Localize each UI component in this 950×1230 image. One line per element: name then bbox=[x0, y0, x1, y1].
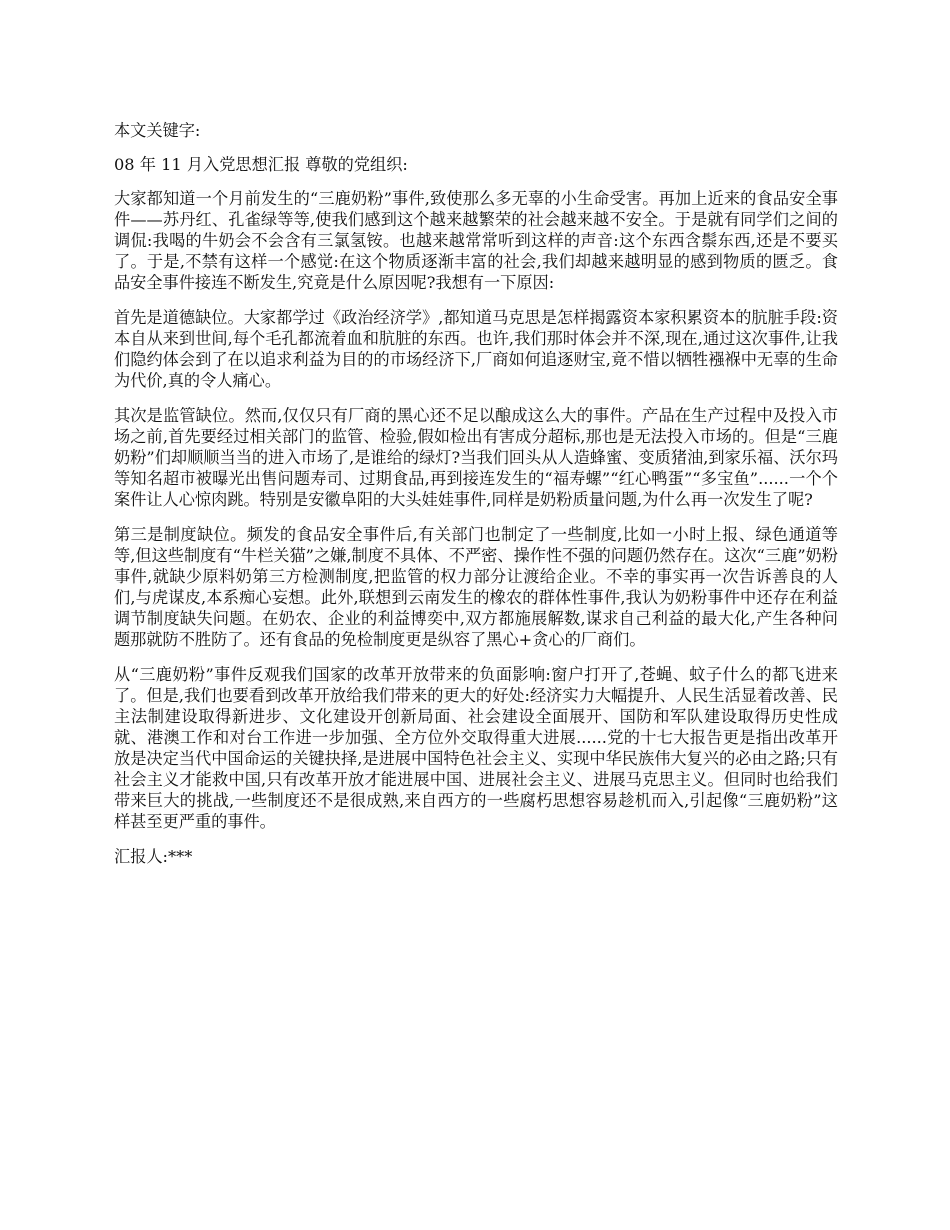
paragraph-supervision: 其次是监管缺位。然而,仅仅只有厂商的黑心还不足以酿成这么大的事件。产品在生产过程中及投入市场之前,首先要经过相关部门的监管、检验,假如检出有害成分超标,那也是无法投入市场的。但是“三鹿奶粉”们却顺顺当当的进入市场了,是谁给的绿灯?当我们回头从人造蜂蜜、变质猪油,到家乐福、沃尔玛等知名超市被曝光出售问题寿司、过期食品,再到接连发生的“福寿螺”“红心鸭蛋”“多宝鱼”......一个个案件让人心惊肉跳。特别是安徽阜阳的大头娃娃事件,同样是奶粉质量问题,为什么再一次发生了呢? bbox=[114, 406, 838, 509]
document-page bbox=[114, 120, 838, 880]
signature: 汇报人:*** bbox=[114, 847, 193, 866]
paragraph-intro: 大家都知道一个月前发生的“三鹿奶粉”事件,致使那么多无辜的小生命受害。再加上近来的食品安全事件——苏丹红、孔雀绿等等,使我们感到这个越来越繁荣的社会越来越不安全。于是就有同学们之间的调侃:我喝的牛奶会不会含有三氯氢铵。也越来越常常听到这样的声音:这个东西含鬃东西,还是不要买了。于是,不禁有这样一个感觉:在这个物质逐渐丰富的社会,我们却越来越明显的感到物质的匮乏。食品安全事件接连不断发生,究竟是什么原因呢?我想有一下原因: bbox=[114, 189, 838, 292]
paragraph-moral: 首先是道德缺位。大家都学过《政治经济学》,都知道马克思是怎样揭露资本家积累资本的肮脏手段:资本自从来到世间,每个毛孔都流着血和肮脏的东西。也许,我们那时体会并不深,现在,通过这次事件,让我们隐约体会到了在以追求利益为目的的市场经济下,厂商如何追逐财宝,竟不惜以牺牲襁褓中无辜的生命为代价,真的令人痛心。 bbox=[114, 308, 838, 390]
paragraph-reform: 从“三鹿奶粉”事件反观我们国家的改革开放带来的负面影响:窗户打开了,苍蝇、蚊子什么的都飞进来了。但是,我们也要看到改革开放给我们带来的更大的好处:经济实力大幅提升、人民生活显着改善、民主法制建设取得新进步、文化建设开创新局面、社会建设全面展开、国防和军队建设取得历史性成就、港澳工作和对台工作进一步加强、全方位外交取得重大进展......党的十七大报告更是指出改革开放是决定当代中国命运的关键抉择,是进展中国特色社会主义、实现中华民族伟大复兴的必由之路;只有社会主义才能救中国,只有改革开放才能进展中国、进展社会主义、进展马克思主义。但同时也给我们带来巨大的挑战,一些制度还不是很成熟,来自西方的一些腐朽思想容易趁机而入,引起像“三鹿奶粉”这样甚至更严重的事件。 bbox=[114, 665, 838, 831]
paragraph-system: 第三是制度缺位。频发的食品安全事件后,有关部门也制定了一些制度,比如一小时上报、绿色通道等等,但这些制度有“牛栏关猫”之嫌,制度不具体、不严密、操作性不强的问题仍然存在。这次“三鹿”奶粉事件,就缺少原料奶第三方检测制度,把监管的权力部分让渡给企业。不幸的事实再一次告诉善良的人们,与虎谋皮,本系痴心妄想。此外,联想到云南发生的橡农的群体性事件,我认为奶粉事件中还存在利益调节制度缺失问题。在奶农、企业的利益博奕中,双方都施展解数,谋求自己利益的最大化,产生各种问题那就防不胜防了。还有食品的免检制度更是纵容了黑心+贪心的厂商们。 bbox=[114, 525, 838, 649]
document-heading: 08 年 11 月入党思想汇报 尊敬的党组织: bbox=[114, 155, 408, 174]
keywords-label: 本文关键字: bbox=[114, 121, 201, 140]
